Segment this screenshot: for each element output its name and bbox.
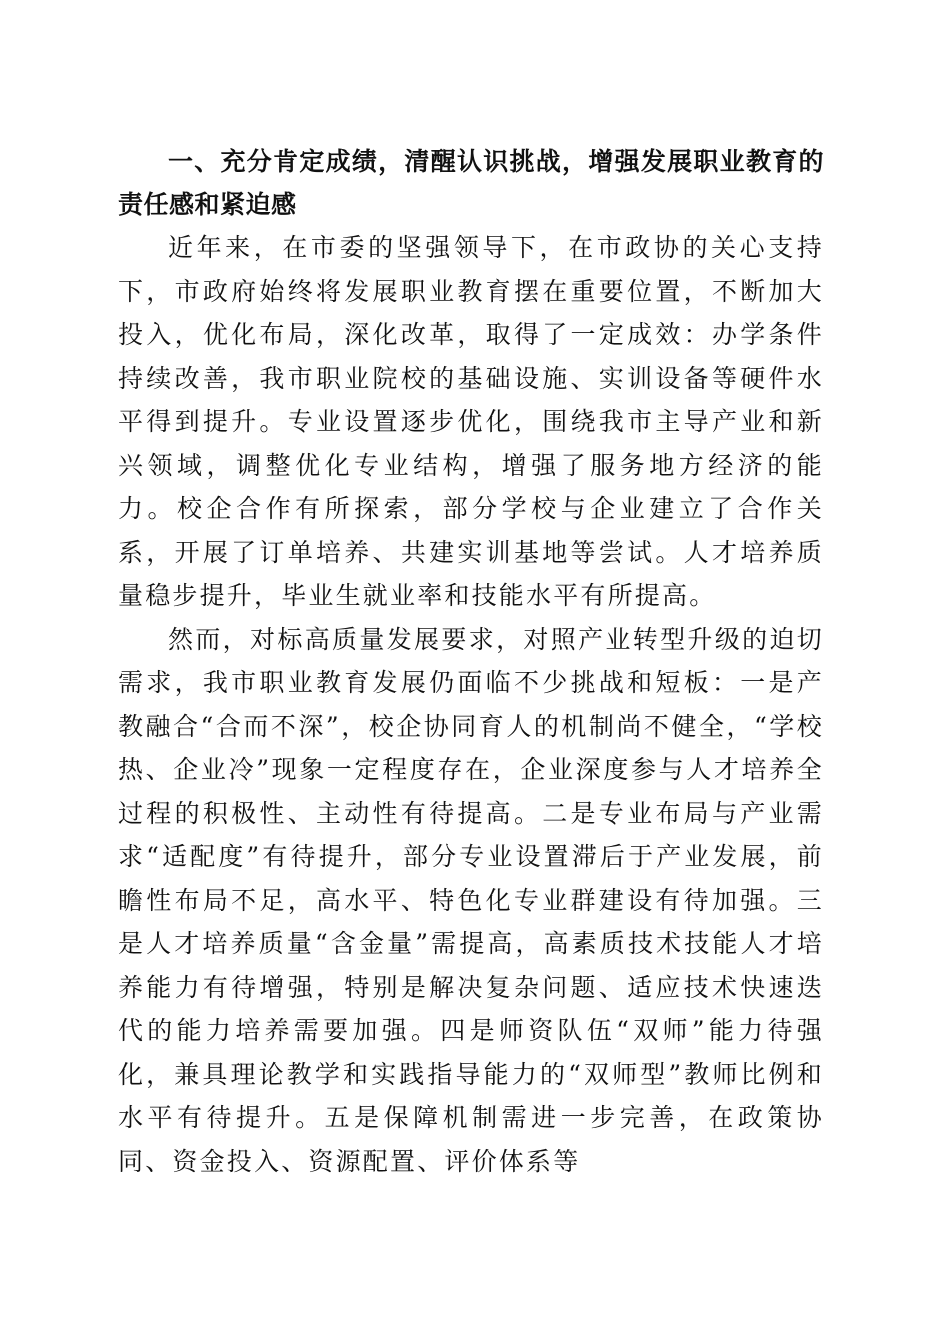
section-heading: 一、充分肯定成绩，清醒认识挑战，增强发展职业教育的责任感和紧迫感 [118,147,824,219]
document-body [118,140,824,1183]
paragraph-challenges: 然而，对标高质量发展要求，对照产业转型升级的迫切需求，我市职业教育发展仍面临不少挑战和短板：一是产教融合“合而不深”，校企协同育人的机制尚不健全，“学校热、企业冷”现象一定程度存在，企业深度参与人才培养全过程的积极性、主动性有待提高。二是专业布局与产业需求“适配度”有待提升，部分专业设置滞后于产业发展，前瞻性布局不足，高水平、特色化专业群建设有待加强。三是人才培养质量“含金量”需提高，高素质技术技能人才培养能力有待增强，特别是解决复杂问题、适应技术快速迭代的能力培养需要加强。四是师资队伍“双师”能力待强化，兼具理论教学和实践指导能力的“双师型”教师比例和水平有待提升。五是保障机制需进一步完善，在政策协同、资金投入、资源配置、评价体系等 [118,624,824,1176]
paragraph-achievements: 近年来，在市委的坚强领导下，在市政协的关心支持下，市政府始终将发展职业教育摆在重要位置，不断加大投入，优化布局，深化改革，取得了一定成效：办学条件持续改善，我市职业院校的基础设施、实训设备等硬件水平得到提升。专业设置逐步优化，围绕我市主导产业和新兴领域，调整优化专业结构，增强了服务地方经济的能力。校企合作有所探索，部分学校与企业建立了合作关系，开展了订单培养、共建实训基地等尝试。人才培养质量稳步提升，毕业生就业率和技能水平有所提高。 [118,233,824,610]
